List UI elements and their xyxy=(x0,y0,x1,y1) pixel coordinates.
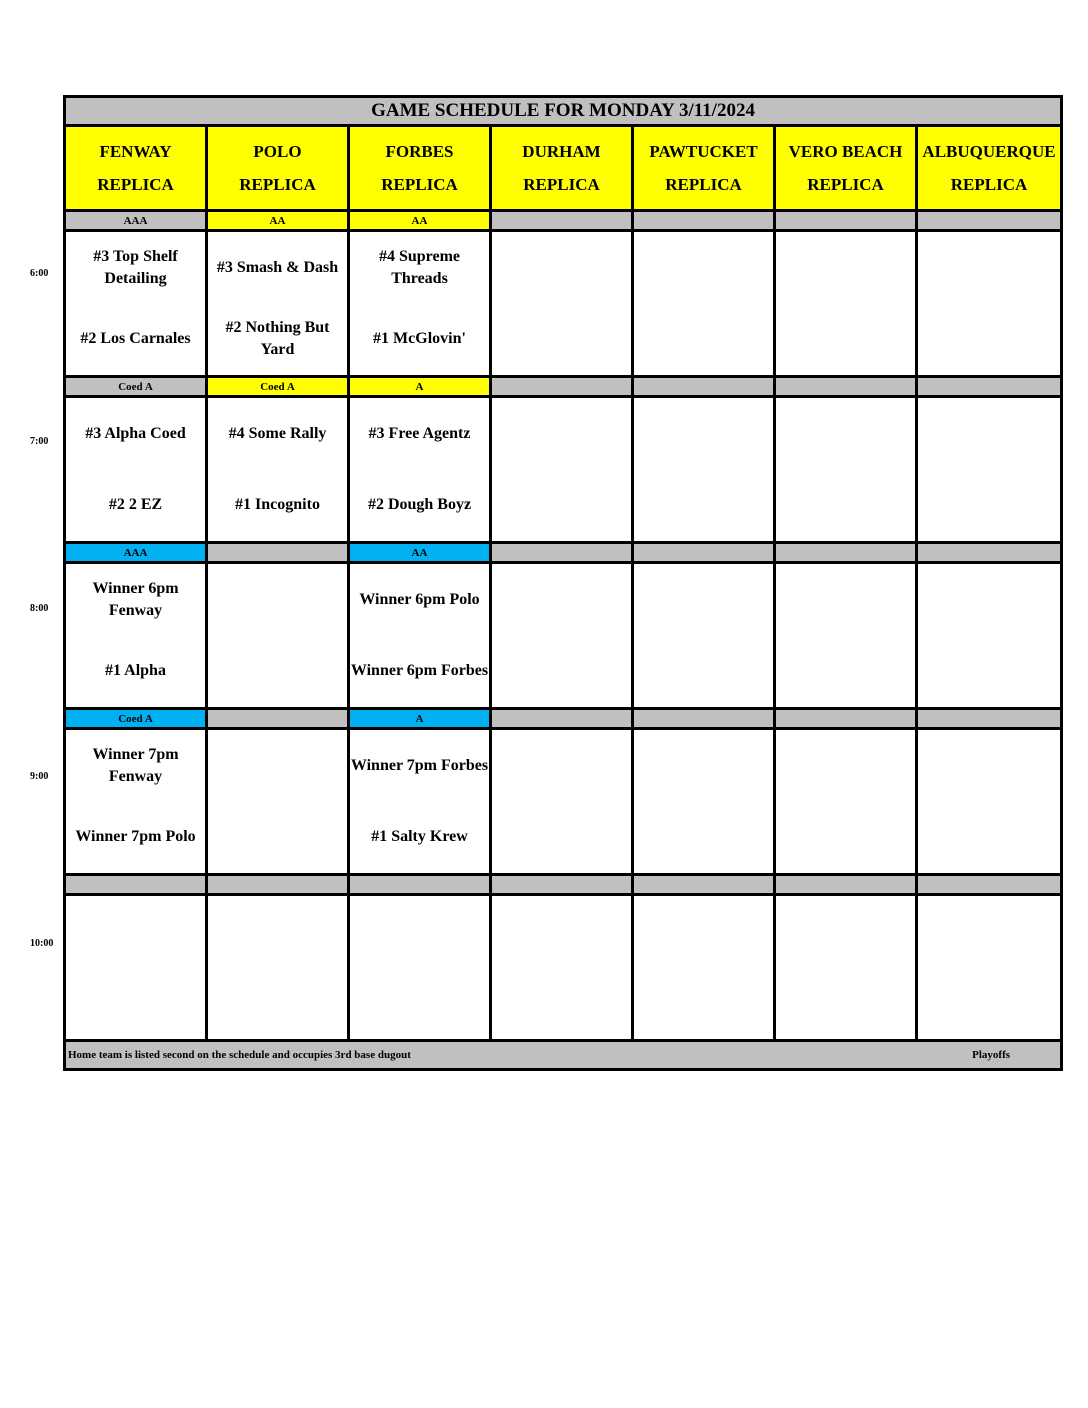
game-matchup xyxy=(634,730,773,873)
home-slot xyxy=(492,968,631,1040)
home-slot xyxy=(492,802,631,874)
home-slot xyxy=(776,802,915,874)
away-team: Winner 6pm Polo xyxy=(359,590,480,608)
game-matchup xyxy=(492,730,631,873)
game-matchup xyxy=(634,896,773,1039)
game-matchup xyxy=(492,896,631,1039)
game-row xyxy=(65,231,1062,377)
game-row xyxy=(65,397,1062,543)
division-label xyxy=(917,377,1062,397)
game-cell xyxy=(633,231,775,377)
game-cell xyxy=(207,231,349,377)
game-matchup xyxy=(492,232,631,375)
home-slot xyxy=(208,470,347,542)
field-type: REPLICA xyxy=(523,175,600,194)
home-slot xyxy=(350,802,489,874)
game-cell xyxy=(917,397,1062,543)
home-slot xyxy=(918,304,1060,376)
game-matchup xyxy=(776,232,915,375)
division-label xyxy=(633,875,775,895)
game-cell xyxy=(491,231,633,377)
game-cell xyxy=(633,895,775,1041)
division-label xyxy=(633,377,775,397)
division-label xyxy=(633,211,775,231)
away-team: Winner 7pm Forbes xyxy=(350,756,489,774)
away-slot xyxy=(66,232,205,304)
home-slot xyxy=(492,636,631,708)
division-label xyxy=(207,875,349,895)
home-team: #2 2 EZ xyxy=(108,496,163,514)
game-matchup xyxy=(208,564,347,707)
away-slot xyxy=(350,730,489,802)
time-label: 9:00 xyxy=(30,771,49,782)
time-label: 8:00 xyxy=(30,603,49,614)
game-cell xyxy=(207,397,349,543)
away-slot xyxy=(776,730,915,802)
home-team: #1 Salty Krew xyxy=(371,828,468,846)
game-cell xyxy=(775,231,917,377)
time-label: 10:00 xyxy=(30,938,54,949)
schedule-table xyxy=(63,95,1063,1071)
division-label xyxy=(491,543,633,563)
game-matchup xyxy=(350,564,489,707)
field-type: REPLICA xyxy=(807,175,884,194)
game-cell xyxy=(775,895,917,1041)
game-cell xyxy=(65,729,207,875)
game-matchup xyxy=(66,232,205,375)
game-cell xyxy=(207,563,349,709)
home-slot xyxy=(66,968,205,1040)
division-label xyxy=(491,709,633,729)
away-slot xyxy=(776,896,915,968)
away-slot xyxy=(918,398,1060,470)
home-slot xyxy=(208,802,347,874)
home-slot xyxy=(350,636,489,708)
game-cell xyxy=(65,563,207,709)
home-slot xyxy=(776,636,915,708)
field-name: POLO xyxy=(253,142,302,161)
home-slot xyxy=(492,470,631,542)
away-slot xyxy=(208,398,347,470)
field-type: REPLICA xyxy=(97,175,174,194)
game-matchup xyxy=(492,564,631,707)
game-cell xyxy=(917,729,1062,875)
game-matchup xyxy=(776,564,915,707)
home-slot xyxy=(776,470,915,542)
field-header-6 xyxy=(917,126,1062,211)
game-matchup xyxy=(66,730,205,873)
away-slot xyxy=(350,896,489,968)
game-cell xyxy=(775,729,917,875)
field-header-4 xyxy=(633,126,775,211)
footer-wrap xyxy=(66,1049,1060,1061)
page-title: GAME SCHEDULE FOR MONDAY 3/11/2024 xyxy=(65,97,1062,126)
home-slot xyxy=(208,636,347,708)
division-label: AA xyxy=(207,211,349,231)
home-slot xyxy=(208,304,347,376)
game-matchup xyxy=(776,730,915,873)
field-name: ALBUQUERQUE xyxy=(922,142,1056,161)
away-slot xyxy=(634,232,773,304)
home-slot xyxy=(776,304,915,376)
away-slot xyxy=(208,730,347,802)
home-slot xyxy=(634,470,773,542)
division-label xyxy=(775,211,917,231)
field-name: FENWAY xyxy=(99,142,172,161)
game-cell xyxy=(207,895,349,1041)
game-cell xyxy=(917,563,1062,709)
game-cell xyxy=(491,397,633,543)
away-slot xyxy=(350,398,489,470)
field-type: REPLICA xyxy=(381,175,458,194)
field-type: REPLICA xyxy=(665,175,742,194)
game-cell xyxy=(775,563,917,709)
game-cell xyxy=(349,563,491,709)
field-name: FORBES xyxy=(385,142,454,161)
field-header-5 xyxy=(775,126,917,211)
away-team: #3 Top Shelf Detailing xyxy=(93,247,178,287)
away-team: #3 Free Agentz xyxy=(368,424,471,442)
division-label: Coed A xyxy=(65,377,207,397)
game-matchup xyxy=(634,564,773,707)
division-label xyxy=(207,709,349,729)
home-team: Winner 7pm Polo xyxy=(75,828,196,846)
division-label: A xyxy=(349,377,491,397)
division-label xyxy=(207,543,349,563)
division-label xyxy=(917,211,1062,231)
game-matchup xyxy=(918,896,1060,1039)
game-cell xyxy=(917,895,1062,1041)
game-matchup xyxy=(350,896,489,1039)
away-slot xyxy=(208,232,347,304)
home-team: #2 Dough Boyz xyxy=(367,496,472,514)
game-cell xyxy=(633,397,775,543)
field-header-2 xyxy=(349,126,491,211)
game-cell xyxy=(917,231,1062,377)
game-matchup xyxy=(918,564,1060,707)
game-cell xyxy=(207,729,349,875)
away-team: #4 Supreme Threads xyxy=(378,247,461,287)
away-slot xyxy=(918,232,1060,304)
field-name: PAWTUCKET xyxy=(649,142,758,161)
away-slot xyxy=(492,896,631,968)
game-cell xyxy=(775,397,917,543)
away-slot xyxy=(492,730,631,802)
home-team: #1 Alpha xyxy=(105,662,166,680)
game-matchup xyxy=(918,232,1060,375)
game-cell xyxy=(633,563,775,709)
division-label xyxy=(491,211,633,231)
game-cell xyxy=(491,895,633,1041)
home-team: #2 Nothing But Yard xyxy=(225,319,330,359)
field-name: DURHAM xyxy=(522,142,601,161)
away-team: Winner 7pm Fenway xyxy=(92,745,179,785)
home-slot xyxy=(350,470,489,542)
away-slot xyxy=(776,564,915,636)
home-slot xyxy=(634,636,773,708)
home-slot xyxy=(634,968,773,1040)
home-slot xyxy=(634,802,773,874)
game-matchup xyxy=(66,896,205,1039)
division-label: AA xyxy=(349,543,491,563)
home-slot xyxy=(634,304,773,376)
away-slot xyxy=(634,730,773,802)
away-slot xyxy=(208,896,347,968)
division-label xyxy=(633,709,775,729)
game-cell xyxy=(633,729,775,875)
game-cell xyxy=(349,895,491,1041)
away-slot xyxy=(634,896,773,968)
division-row xyxy=(65,377,1062,397)
away-slot xyxy=(492,398,631,470)
division-row xyxy=(65,543,1062,563)
division-label xyxy=(917,709,1062,729)
division-label xyxy=(491,377,633,397)
footer-note: Home team is listed second on the schedule and occupies 3rd base dugout xyxy=(68,1049,411,1061)
field-header-1 xyxy=(207,126,349,211)
game-cell xyxy=(349,231,491,377)
game-matchup xyxy=(776,398,915,541)
division-label: Coed A xyxy=(207,377,349,397)
away-slot xyxy=(776,232,915,304)
away-slot xyxy=(492,232,631,304)
away-slot xyxy=(66,398,205,470)
division-label xyxy=(491,875,633,895)
away-slot xyxy=(350,232,489,304)
title-row xyxy=(65,97,1062,126)
home-slot xyxy=(208,968,347,1040)
game-matchup xyxy=(634,232,773,375)
away-slot xyxy=(492,564,631,636)
division-label xyxy=(775,543,917,563)
home-slot xyxy=(918,636,1060,708)
home-team: #1 McGlovin' xyxy=(373,330,466,348)
away-slot xyxy=(918,730,1060,802)
away-team: #3 Alpha Coed xyxy=(85,424,186,442)
away-slot xyxy=(66,564,205,636)
home-slot xyxy=(66,304,205,376)
schedule-sheet xyxy=(63,95,1060,1080)
game-matchup xyxy=(66,564,205,707)
game-cell xyxy=(349,397,491,543)
home-slot xyxy=(66,636,205,708)
away-slot xyxy=(918,564,1060,636)
home-slot xyxy=(492,304,631,376)
division-row xyxy=(65,709,1062,729)
footer-row xyxy=(65,1041,1062,1070)
division-label xyxy=(65,875,207,895)
away-slot xyxy=(66,730,205,802)
field-header-0 xyxy=(65,126,207,211)
time-label: 7:00 xyxy=(30,436,49,447)
game-matchup xyxy=(208,730,347,873)
division-row xyxy=(65,211,1062,231)
game-row xyxy=(65,729,1062,875)
game-matchup xyxy=(208,896,347,1039)
playoffs-tag: Playoffs xyxy=(972,1049,1011,1061)
game-matchup xyxy=(918,730,1060,873)
game-matchup xyxy=(492,398,631,541)
home-slot xyxy=(350,304,489,376)
game-matchup xyxy=(776,896,915,1039)
away-slot xyxy=(918,896,1060,968)
away-team: Winner 6pm Fenway xyxy=(92,579,179,619)
division-label xyxy=(349,875,491,895)
game-cell xyxy=(65,397,207,543)
away-team: #3 Smash & Dash xyxy=(216,258,339,276)
home-slot xyxy=(66,470,205,542)
away-slot xyxy=(634,398,773,470)
time-label: 6:00 xyxy=(30,268,49,279)
division-label xyxy=(775,709,917,729)
away-slot xyxy=(634,564,773,636)
home-slot xyxy=(918,470,1060,542)
home-team: #2 Los Carnales xyxy=(80,330,191,348)
division-label xyxy=(917,543,1062,563)
field-type: REPLICA xyxy=(950,175,1028,194)
game-cell xyxy=(65,231,207,377)
time-column xyxy=(0,0,63,1100)
game-matchup xyxy=(208,232,347,375)
division-label: AA xyxy=(349,211,491,231)
division-label: A xyxy=(349,709,491,729)
footer xyxy=(65,1041,1062,1070)
field-name: VERO BEACH xyxy=(788,142,903,161)
division-label xyxy=(917,875,1062,895)
division-label xyxy=(633,543,775,563)
division-label: Coed A xyxy=(65,709,207,729)
game-matchup xyxy=(350,232,489,375)
home-team: #1 Incognito xyxy=(235,496,320,514)
game-row xyxy=(65,895,1062,1041)
game-matchup xyxy=(350,398,489,541)
division-label: AAA xyxy=(65,211,207,231)
game-matchup xyxy=(350,730,489,873)
home-slot xyxy=(918,802,1060,874)
division-label xyxy=(775,875,917,895)
division-label: AAA xyxy=(65,543,207,563)
away-slot xyxy=(350,564,489,636)
game-cell xyxy=(65,895,207,1041)
away-team: #4 Some Rally xyxy=(228,424,327,442)
game-cell xyxy=(349,729,491,875)
home-slot xyxy=(918,968,1060,1040)
game-matchup xyxy=(918,398,1060,541)
game-matchup xyxy=(634,398,773,541)
division-label xyxy=(775,377,917,397)
field-header-3 xyxy=(491,126,633,211)
home-slot xyxy=(776,968,915,1040)
away-slot xyxy=(66,896,205,968)
game-cell xyxy=(491,563,633,709)
away-slot xyxy=(208,564,347,636)
home-team: Winner 6pm Forbes xyxy=(350,662,489,680)
game-matchup xyxy=(66,398,205,541)
home-slot xyxy=(66,802,205,874)
field-type: REPLICA xyxy=(239,175,316,194)
game-cell xyxy=(491,729,633,875)
field-header-row xyxy=(65,126,1062,211)
home-slot xyxy=(350,968,489,1040)
game-row xyxy=(65,563,1062,709)
game-matchup xyxy=(208,398,347,541)
away-slot xyxy=(776,398,915,470)
division-row xyxy=(65,875,1062,895)
